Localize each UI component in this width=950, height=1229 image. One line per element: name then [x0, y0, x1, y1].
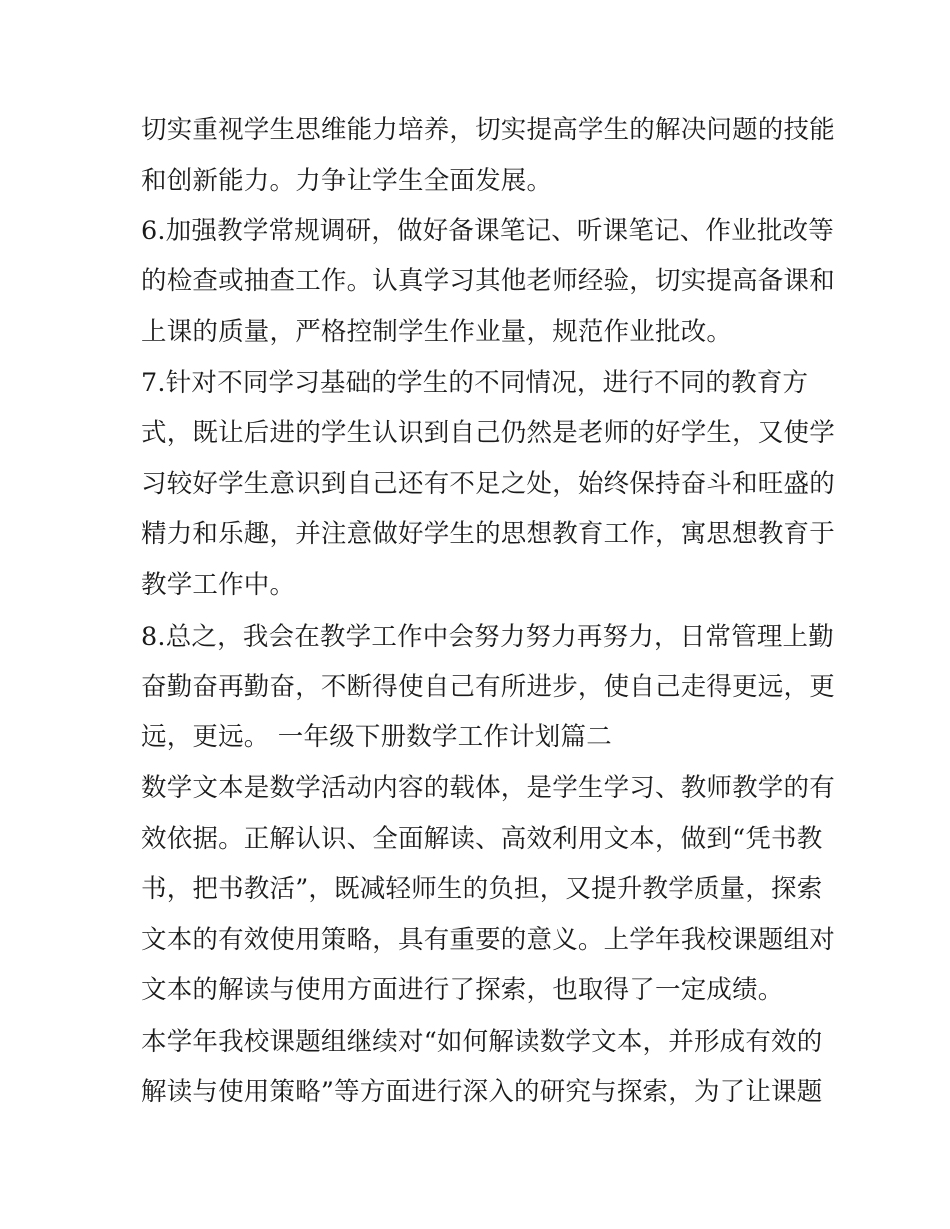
text-line: 7.针对不同学习基础的学生的不同情况，进行不同的教育方: [141, 368, 809, 398]
text-line: 上课的质量，严格控制学生作业量，规范作业批改。: [141, 317, 733, 347]
text-line: 书，把书教活”，既减轻师生的负担，又提升教学质量，探索: [141, 874, 823, 904]
text-line: 6.加强教学常规调研，做好备课笔记、听课笔记、作业批改等: [141, 216, 834, 246]
text-line: 8.总之，我会在教学工作中会努力努力再努力，日常管理上勤: [141, 622, 834, 652]
text-line: 教学工作中。: [141, 570, 296, 600]
text-line: 和创新能力。力争让学生全面发展。: [141, 166, 553, 196]
text-line: 精力和乐趣，并注意做好学生的思想教育工作，寓思想教育于: [141, 519, 835, 549]
text-line: 解读与使用策略”等方面进行深入的研究与探索，为了让课题: [141, 1077, 823, 1107]
text-line: 本学年我校课题组继续对“如何解读数学文本，并形成有效的: [141, 1027, 823, 1057]
text-line: 习较好学生意识到自己还有不足之处，始终保持奋斗和旺盛的: [141, 469, 835, 499]
text-line: 远，更远。 一年级下册数学工作计划篇二: [141, 722, 612, 752]
text-line: 奋勤奋再勤奋，不断得使自己有所进步，使自己走得更远，更: [141, 672, 835, 702]
text-line: 的检查或抽查工作。认真学习其他老师经验，切实提高备课和: [141, 266, 835, 296]
text-line: 切实重视学生思维能力培养，切实提高学生的解决问题的技能: [141, 115, 835, 145]
text-line: 式，既让后进的学生认识到自己仍然是老师的好学生，又使学: [141, 418, 835, 448]
text-line: 数学文本是数学活动内容的载体，是学生学习、教师教学的有: [141, 773, 835, 803]
text-line: 文本的解读与使用方面进行了探索，也取得了一定成绩。: [141, 975, 784, 1005]
text-line: 文本的有效使用策略，具有重要的意义。上学年我校课题组对: [141, 925, 835, 955]
text-line: 效依据。正解认识、全面解读、高效利用文本，做到“凭书教: [141, 824, 823, 854]
